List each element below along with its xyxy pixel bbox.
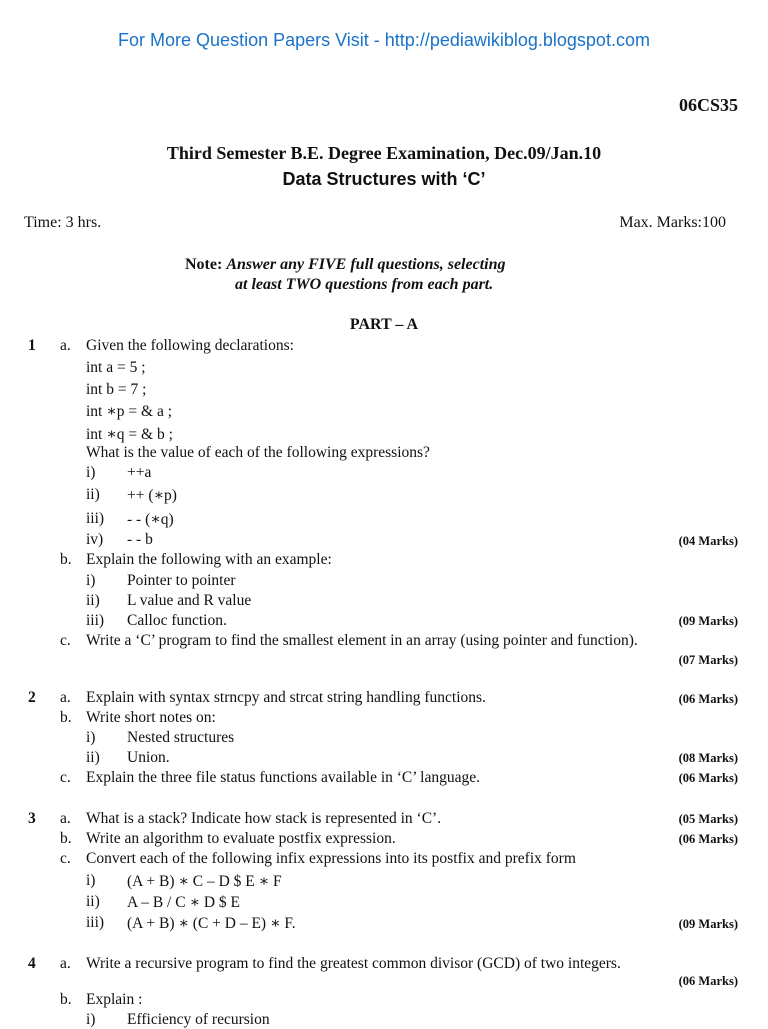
item-label: iii) (86, 612, 105, 629)
subpart-label: b. (60, 709, 72, 726)
declaration-line: int b = 7 ; (86, 381, 147, 398)
subpart-label: b. (60, 551, 72, 568)
item-text: (A + B) ∗ (C + D – E) ∗ F. (127, 915, 296, 932)
marks-label: (05 Marks) (678, 812, 738, 826)
time-allowed: Time: 3 hrs. (24, 214, 102, 231)
question-text: Explain with syntax strncpy and strcat string handling functions. (86, 689, 486, 706)
subpart-label: c. (60, 769, 71, 786)
question-text: What is a stack? Indicate how stack is represented in ‘C’. (86, 810, 442, 827)
question-text: Write an algorithm to evaluate postfix expression. (86, 830, 396, 847)
item-label: ii) (86, 486, 100, 503)
item-text: A – B / C ∗ D $ E (127, 894, 241, 911)
item-label: i) (86, 729, 96, 746)
item-text: Pointer to pointer (127, 572, 236, 589)
marks-label: (04 Marks) (678, 534, 738, 548)
subpart-label: a. (60, 689, 71, 706)
marks-label: (06 Marks) (678, 771, 738, 785)
item-text: L value and R value (127, 592, 252, 609)
marks-label: (06 Marks) (678, 832, 738, 846)
marks-label: (09 Marks) (678, 614, 738, 628)
question-text: What is the value of each of the following expressions? (86, 444, 430, 461)
item-label: iii) (86, 914, 105, 931)
item-label: iii) (86, 510, 105, 527)
item-text: Nested structures (127, 729, 235, 746)
declaration-line: int ∗p = & a ; (86, 403, 173, 420)
declaration-line: int ∗q = & b ; (86, 426, 173, 443)
declaration-line: int a = 5 ; (86, 359, 146, 376)
marks-label: (09 Marks) (678, 917, 738, 931)
question-text: Write a ‘C’ program to find the smallest element in an array (using pointer and function). (86, 632, 638, 649)
part-heading: PART – A (349, 316, 419, 333)
item-label: ii) (86, 592, 100, 609)
question-number: 1 (28, 337, 36, 354)
marks-label: (06 Marks) (678, 974, 738, 988)
subpart-label: c. (60, 632, 71, 649)
question-text: Explain the three file status functions available in ‘C’ language. (86, 769, 480, 786)
item-text: Efficiency of recursion (127, 1011, 270, 1028)
item-text: - - (∗q) (127, 511, 174, 528)
subject-title: Data Structures with ‘C’ (282, 169, 486, 189)
item-text: Union. (127, 749, 170, 766)
item-label: i) (86, 572, 96, 589)
item-text: - - b (127, 531, 153, 548)
item-label: iv) (86, 531, 104, 548)
subpart-label: a. (60, 810, 71, 827)
question-number: 3 (28, 810, 36, 827)
subpart-label: a. (60, 955, 71, 972)
question-number: 4 (28, 955, 36, 972)
item-label: i) (86, 1011, 96, 1028)
question-text: Explain the following with an example: (86, 551, 332, 568)
question-number: 2 (28, 689, 36, 706)
question-text: Given the following declarations: (86, 337, 294, 354)
question-text: Write short notes on: (86, 709, 216, 726)
marks-label: (07 Marks) (678, 653, 738, 667)
note-line-2: at least TWO questions from each part. (235, 276, 494, 293)
marks-label: (06 Marks) (678, 692, 738, 706)
question-text: Convert each of the following infix expressions into its postfix and prefix form (86, 850, 576, 867)
subpart-label: a. (60, 337, 71, 354)
paper-code: 06CS35 (678, 95, 738, 115)
marks-label: (08 Marks) (678, 751, 738, 765)
exam-title: Third Semester B.E. Degree Examination, Dec.09/Jan.10 (166, 143, 602, 163)
question-text: Explain : (86, 991, 143, 1008)
instructions-note (185, 255, 505, 295)
item-text: Calloc function. (127, 612, 227, 629)
item-label: ii) (86, 893, 100, 910)
subpart-label: b. (60, 830, 72, 847)
note-line-1: Answer any FIVE full questions, selecting (226, 256, 506, 273)
item-label: i) (86, 464, 96, 481)
note-label: Note: (185, 256, 223, 273)
max-marks: Max. Marks:100 (619, 214, 726, 231)
item-text: ++a (127, 464, 152, 481)
question-text: Write a recursive program to find the greatest common divisor (GCD) of two integers. (86, 955, 621, 972)
item-text: ++ (∗p) (127, 487, 177, 504)
item-label: ii) (86, 749, 100, 766)
item-label: i) (86, 872, 96, 889)
item-text: (A + B) ∗ C – D $ E ∗ F (127, 873, 282, 890)
subpart-label: c. (60, 850, 71, 867)
subpart-label: b. (60, 991, 72, 1008)
website-link[interactable]: For More Question Papers Visit - http://pediawikiblog.blogspot.com (118, 30, 650, 50)
